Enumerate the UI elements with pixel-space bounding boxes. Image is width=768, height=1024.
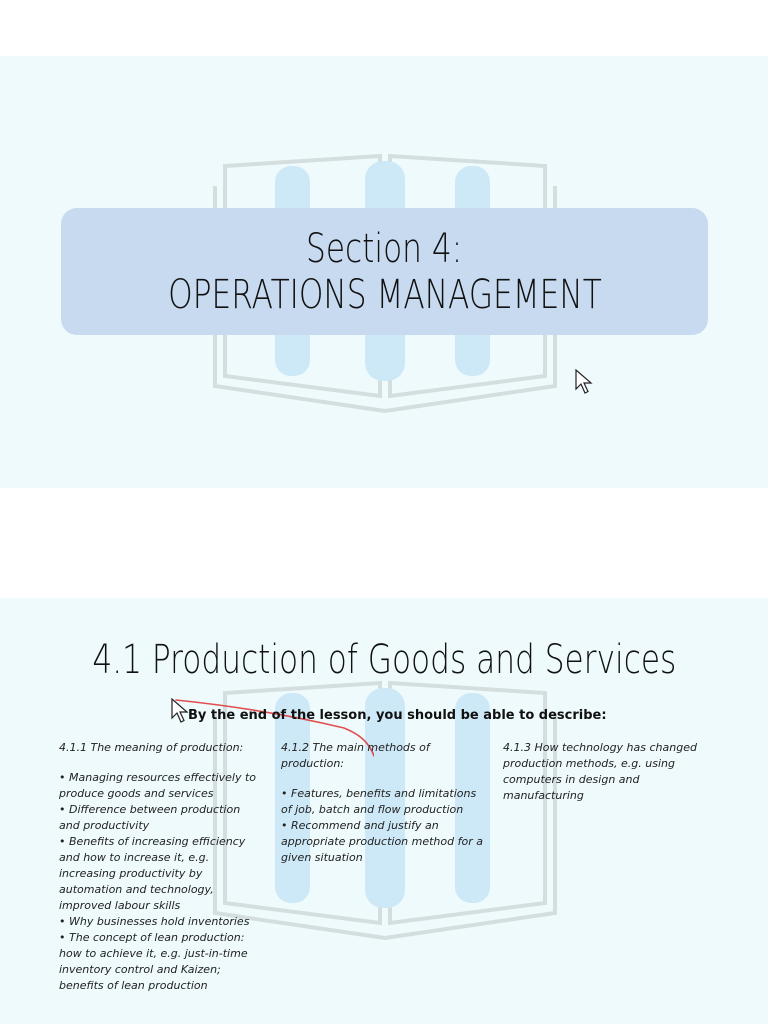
list-item: • Difference between production and productivity — [59, 802, 264, 834]
column-heading: 4.1.1 The meaning of production: — [59, 741, 244, 754]
section-title-line2: OPERATIONS MANAGEMENT — [167, 271, 602, 318]
list-item: • The concept of lean production: how to achieve it, e.g. just-in-time inventory control and Kaizen; benefits of lean production — [59, 930, 264, 994]
list-item: • Recommend and justify an appropriate production method for a given situation — [281, 818, 486, 866]
column-heading: 4.1.2 The main methods of production: — [281, 741, 430, 770]
objective-column-1 — [59, 740, 264, 994]
lesson-title — [0, 636, 768, 684]
list-item: • Features, benefits and limitations of job, batch and flow production — [281, 786, 486, 818]
lesson-title-text: 4.1 Production of Goods and Services — [92, 637, 676, 683]
mouse-pointer-icon — [171, 698, 189, 724]
list-item: • Benefits of increasing efficiency and how to increase it, e.g. increasing productivity by automation and technology, improved labour skills — [59, 834, 264, 914]
column-heading: 4.1.3 How technology has changed production methods, e.g. using computers in design and manufacturing — [503, 741, 697, 802]
lesson-objectives-heading: By the end of the lesson, you should be able to describe: — [188, 708, 607, 723]
objective-column-3 — [503, 740, 703, 818]
objective-column-2 — [281, 740, 486, 866]
list-item: • Managing resources effectively to produce goods and services — [59, 770, 264, 802]
section-title-line1: Section 4: — [306, 225, 463, 272]
slide-section-4 — [0, 56, 768, 488]
mouse-pointer-icon — [575, 369, 593, 395]
list-item: • Why businesses hold inventories — [59, 914, 264, 930]
section-title-box — [61, 208, 708, 335]
slide-production — [0, 598, 768, 1024]
